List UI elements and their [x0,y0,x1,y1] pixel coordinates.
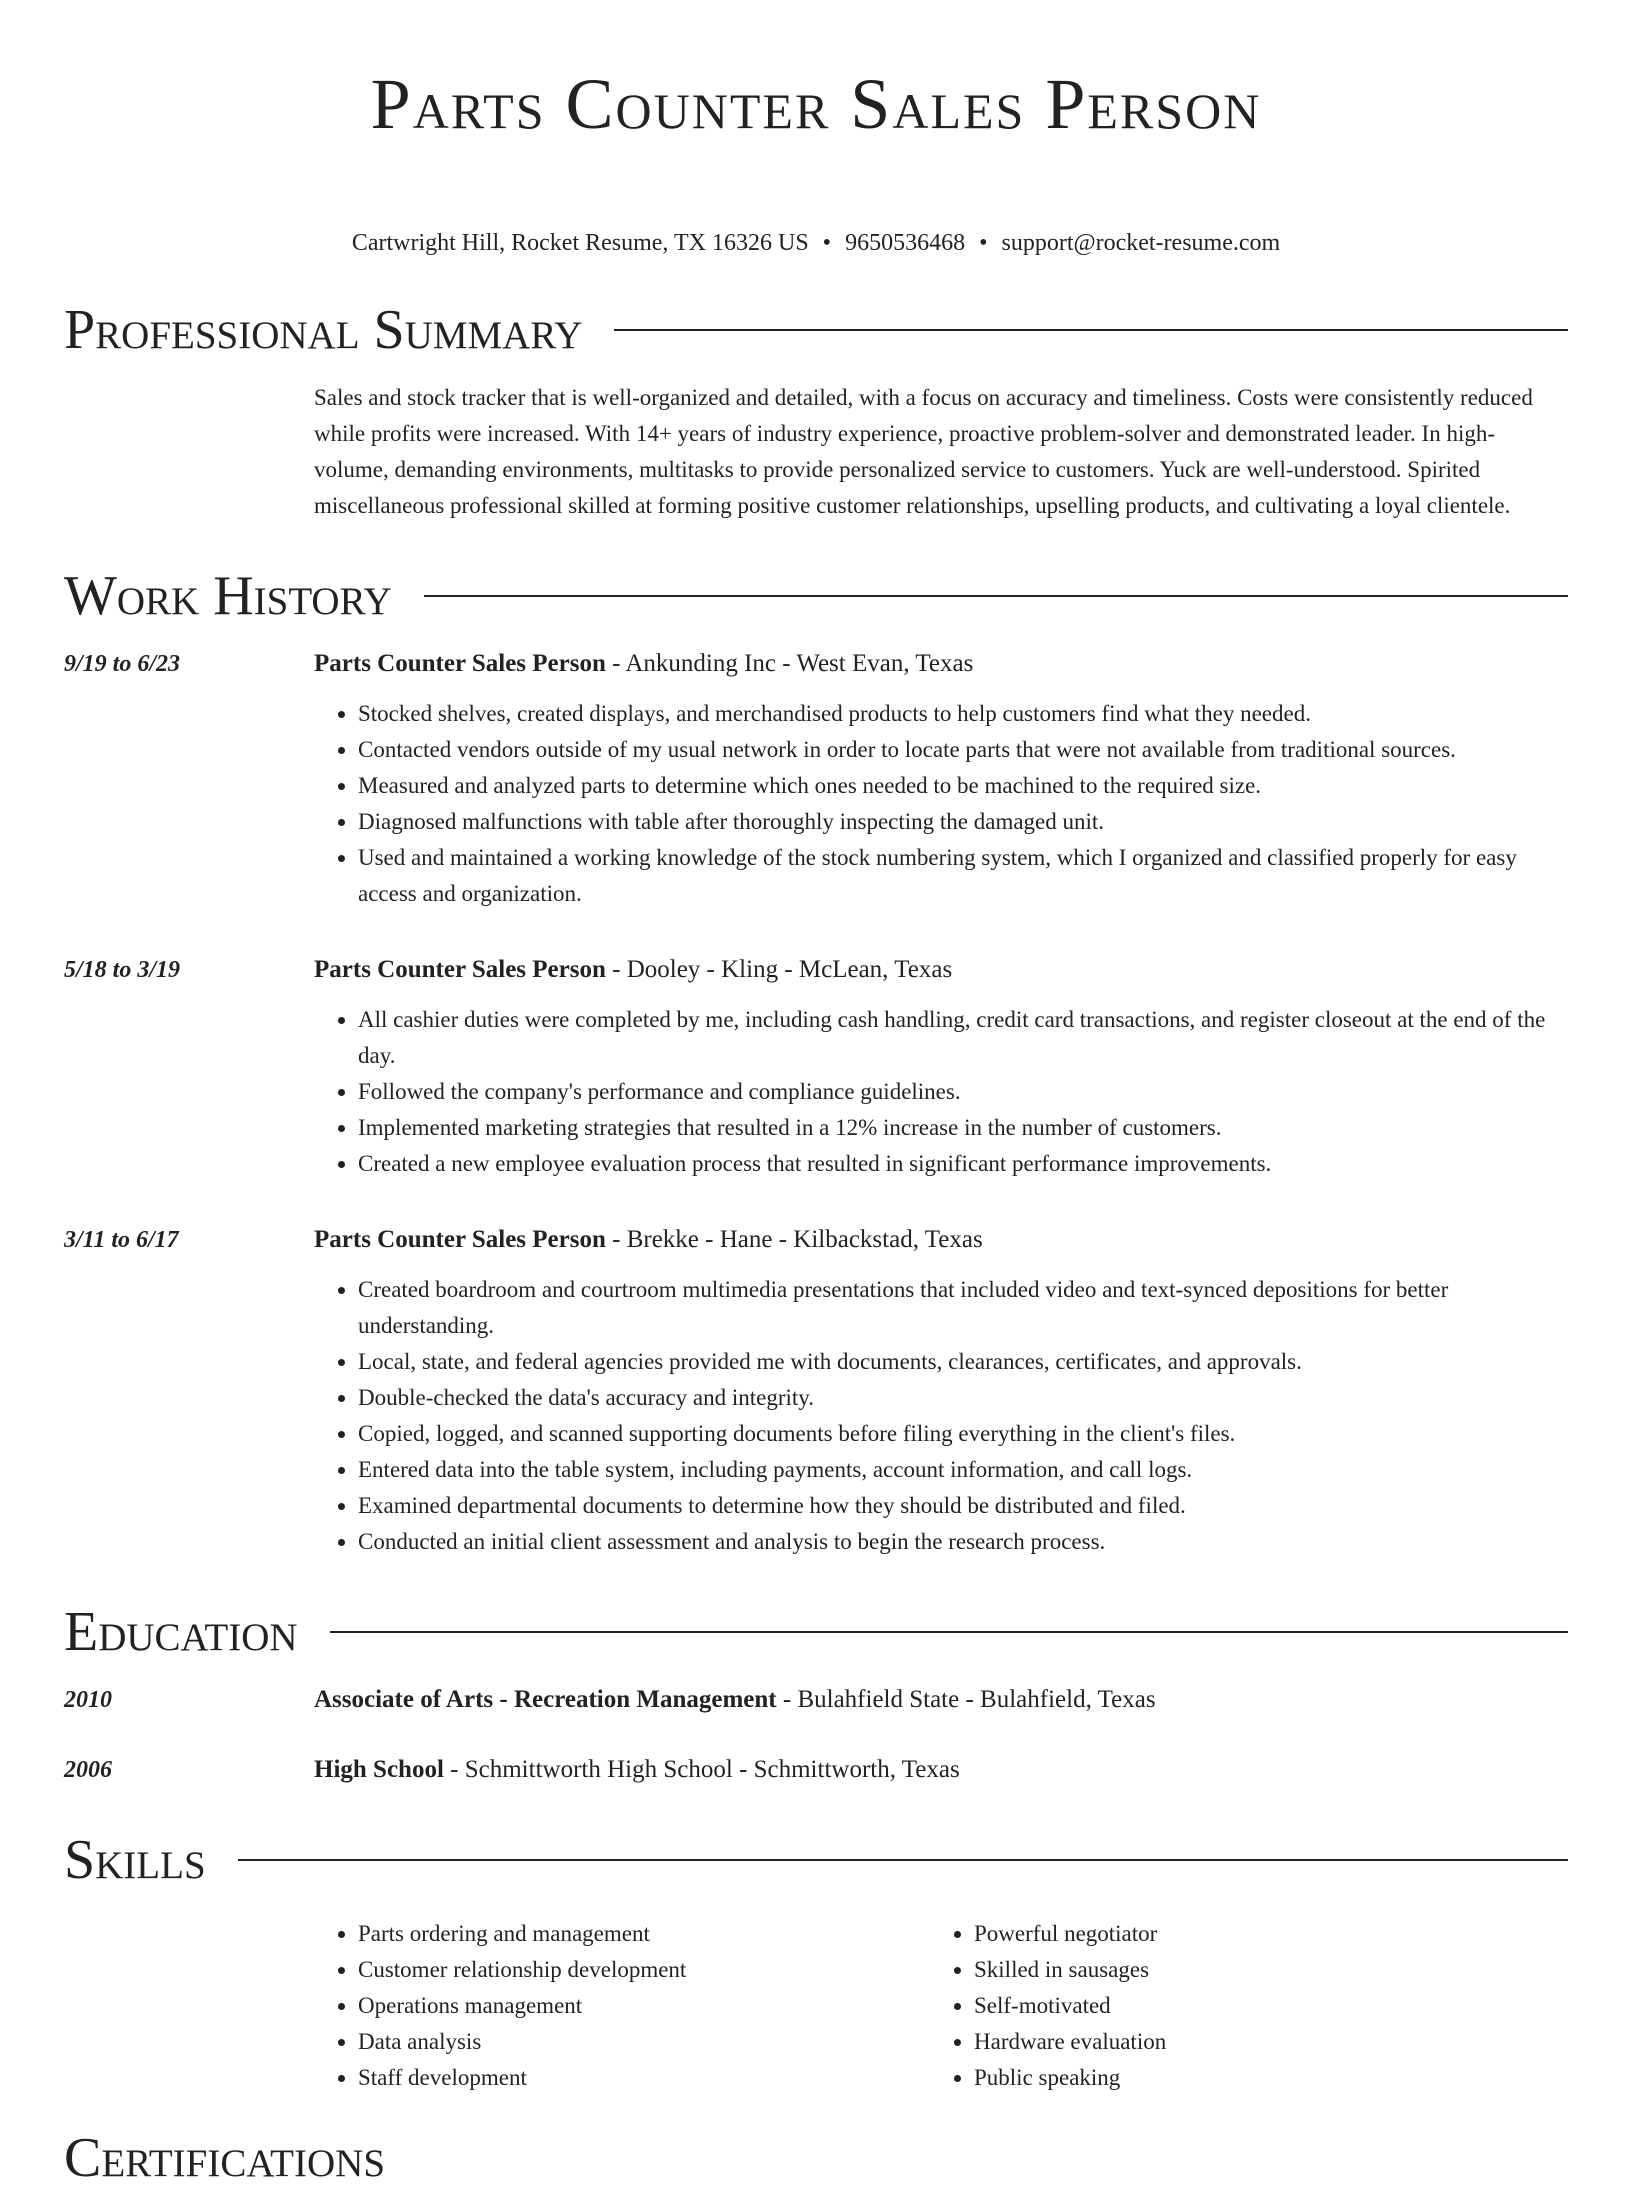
contact-separator: • [822,230,832,256]
education-entry [64,1682,1568,1718]
skill-item: • Data analysis [358,2024,930,2060]
job-duty: • Created a new employee evaluation process that resulted in significant performance improvements. [358,1146,1568,1182]
education-degree: High School [314,1756,444,1783]
job-title: Parts Counter Sales Person [314,650,606,677]
job-employer: - Dooley - Kling - McLean, Texas [605,956,953,983]
contact-separator: • [979,230,988,256]
resume-name: Parts Counter Sales Person [370,64,1262,144]
skills-section-header [64,1828,1568,1892]
contact-address: Cartwright Hill, Rocket Resume, TX 16326 US [351,230,809,256]
summary-text: Sales and stock tracker that is well-organized and detailed, with a focus on accuracy and timeliness. Costs were consistently reduced while profits were increased. With 14+ years of industry experience, proactive problem-solver and demonstrated leader. In high-volume, demanding environments, multitasks to provide personalized service to customers. Yuck are well-understood. Spirited miscellaneous professional skilled at forming positive customer relationships, upselling products, and cultivating a loyal clientele. [314,385,1533,518]
job-duty: • All cashier duties were completed by me, including cash handling, credit card transactions, and register closeout at the end of the day. [358,1002,1568,1074]
education-title-line [314,1752,1568,1788]
education-year: 2010 [64,1687,112,1713]
contact-email: support@rocket-resume.com [1001,230,1281,256]
education-school: - Schmittworth High School - Schmittworth, Texas [443,1756,960,1783]
job-title: Parts Counter Sales Person [314,1226,606,1253]
education-title-line [314,1682,1568,1718]
education-school: - Bulahfield State - Bulahfield, Texas [776,1686,1156,1713]
education-section-header [64,1600,1568,1664]
education-degree: Associate of Arts - Recreation Management [314,1686,777,1713]
job-duties [314,696,1568,912]
job-duty: • Used and maintained a working knowledge of the stock numbering system, which I organized and classified properly for easy access and organization. [358,840,1568,912]
job-duty: • Examined departmental documents to determine how they should be distributed and filed. [358,1488,1568,1524]
job-title-line [314,646,1568,682]
summary-section-header [64,298,1568,362]
contact-phone: 9650536468 [845,230,966,256]
education-year: 2006 [64,1757,112,1783]
job-duty: • Conducted an initial client assessment and analysis to begin the research process. [358,1524,1568,1560]
education-heading: Education [64,1601,298,1663]
job-body [314,1222,1568,1560]
job-body [314,646,1568,912]
job-entry [64,1222,1568,1560]
job-duty: • Measured and analyzed parts to determine which ones needed to be machined to the required size. [358,768,1568,804]
section-divider [424,595,1568,597]
job-duty: • Entered data into the table system, including payments, account information, and call logs. [358,1452,1568,1488]
job-duties [314,1272,1568,1560]
section-divider [614,329,1568,331]
job-employer: - Ankunding Inc - West Evan, Texas [605,650,974,677]
job-dates: 9/19 to 6/23 [64,651,181,677]
certifications-heading: Certifications [64,2127,386,2189]
certifications-section-header [64,2126,1568,2190]
job-duties [314,1002,1568,1182]
skill-item: • Operations management [358,1988,930,2024]
job-duty: • Copied, logged, and scanned supporting documents before filing everything in the client's files. [358,1416,1568,1452]
work-history-list [64,646,1568,1560]
skill-item: • Parts ordering and management [358,1916,930,1952]
skill-item: • Self-motivated [974,1988,1546,2024]
job-title: Parts Counter Sales Person [314,956,606,983]
job-entry [64,646,1568,912]
job-duty: • Diagnosed malfunctions with table after thoroughly inspecting the damaged unit. [358,804,1568,840]
section-divider [330,1631,1568,1633]
skills-list-right [930,1916,1546,2096]
job-entry [64,952,1568,1182]
work-section-header [64,564,1568,628]
job-duty: • Stocked shelves, created displays, and merchandised products to help customers find what they needed. [358,696,1568,732]
job-duty: • Local, state, and federal agencies provided me with documents, clearances, certificates, and approvals. [358,1344,1568,1380]
skill-item: • Customer relationship development [358,1952,930,1988]
contact-line [64,228,1568,258]
work-heading: Work History [64,565,392,627]
job-duty: • Implemented marketing strategies that resulted in a 12% increase in the number of customers. [358,1110,1568,1146]
job-duty: • Created boardroom and courtroom multimedia presentations that included video and text-synced depositions for better understanding. [358,1272,1568,1344]
job-duty: • Double-checked the data's accuracy and integrity. [358,1380,1568,1416]
skills-columns [314,1916,1568,2096]
skill-item: • Skilled in sausages [974,1952,1546,1988]
summary-heading: Professional Summary [64,299,583,361]
job-duty: • Contacted vendors outside of my usual network in order to locate parts that were not available from traditional sources. [358,732,1568,768]
job-dates: 3/11 to 6/17 [64,1227,179,1253]
skills-heading: Skills [64,1829,206,1891]
section-divider [238,1859,1568,1861]
job-duty: • Followed the company's performance and compliance guidelines. [358,1074,1568,1110]
skills-list-left [314,1916,930,2096]
education-entry [64,1752,1568,1788]
job-title-line [314,1222,1568,1258]
job-body [314,952,1568,1182]
job-dates: 5/18 to 3/19 [64,957,181,983]
job-title-line [314,952,1568,988]
skill-item: • Hardware evaluation [974,2024,1546,2060]
skill-item: • Powerful negotiator [974,1916,1546,1952]
skill-item: • Public speaking [974,2060,1546,2096]
skill-item: • Staff development [358,2060,930,2096]
job-employer: - Brekke - Hane - Kilbackstad, Texas [605,1226,983,1253]
education-list [64,1682,1568,1788]
